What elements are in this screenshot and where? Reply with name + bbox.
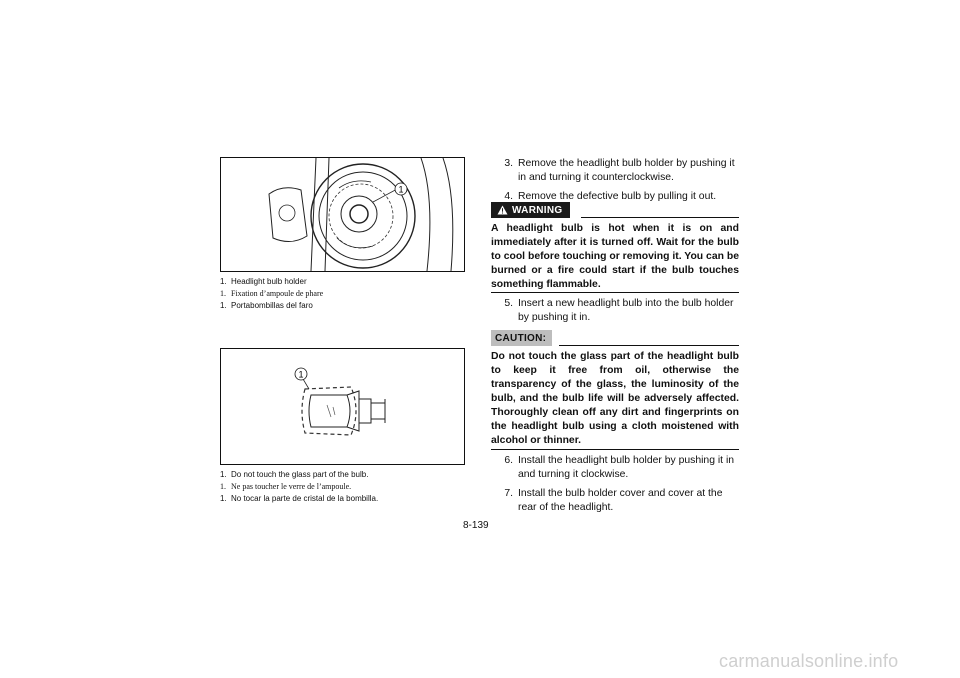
warning-header [491,202,739,220]
steps-6-7 [491,454,739,520]
warning-triangle-icon [497,205,508,215]
caption-english: 1. Headlight bulb holder [220,277,307,286]
step-item: 7. Install the bulb holder cover and cover at the rear of the headlight. [504,488,723,513]
step-item: 5. Insert a new headlight bulb into the bulb holder by pushing it in. [504,298,734,323]
figure-bulb-glass [220,348,465,465]
caution-end-rule [491,449,739,450]
caption-french: 1. Fixation d’ampoule de phare [220,289,324,298]
warning-rule [581,217,739,218]
callout-number: 1 [298,369,304,380]
warning-end-rule [491,292,739,293]
caution-badge: CAUTION: [491,330,552,346]
callout-number: 1 [398,184,404,195]
step-item: 4. Remove the defective bulb by pulling it out. [504,191,717,202]
bulb-illustration [221,349,464,464]
warning-badge: WARNING [491,202,570,218]
caution-header [491,330,739,348]
figure-2-captions [220,469,470,505]
warning-text: A headlight bulb is hot when it is on and immediately after it is turned off. Wait for the bulb to cool before touching or removing it. You can be burned or a fire could start if the bulb touches something flammable. [491,223,739,290]
caption-spanish: 1. Portabombillas del faro [220,301,313,310]
caution-rule [559,345,739,346]
caution-text: Do not touch the glass part of the headlight bulb to keep it free from oil, otherwise the transparency of the glass, the luminosity of the bulb, and the bulb life will be adversely affected. Thoroughly clean off any dirt and fingerprints on the headlight bulb using a cloth moistened with alcohol or thinner. [491,351,739,446]
caption-spanish: 1. No tocar la parte de cristal de la bombilla. [220,494,379,503]
step-item: 3. Remove the headlight bulb holder by pushing it in and turning it counterclockwise. [504,158,735,183]
headlight-holder-illustration [221,158,464,271]
figure-1-captions [220,276,470,312]
step-item: 6. Install the headlight bulb holder by pushing it in and turning it clockwise. [504,455,735,480]
caption-french: 1. Ne pas toucher le verre de l’ampoule. [220,482,352,491]
caption-english: 1. Do not touch the glass part of the bulb. [220,470,369,479]
page-number: 8-139 [463,520,489,531]
figure-headlight-bulb-holder [220,157,465,272]
watermark-link[interactable]: carmanualsonline.info [719,651,899,671]
step-5 [491,297,739,330]
